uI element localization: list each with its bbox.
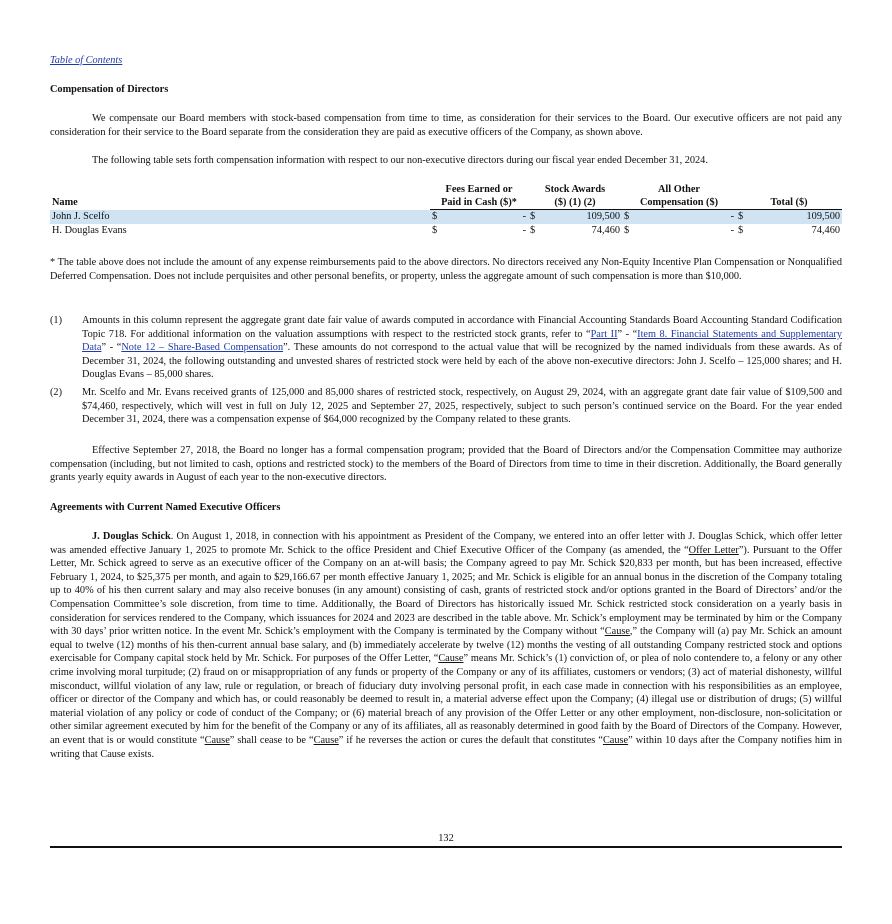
row-name: John J. Scelfo — [50, 210, 430, 225]
currency: $ — [738, 225, 744, 237]
footnote-1-text: Amounts in this column represent the aggregate grant date fair value of awards computed in accordance with Financial Accounting Standards Board Accounting Standard Codification Topic 718. For additional information on the valuation assumptions with respect to the restricted stock grants, refer to “Part II” - “Item 8. Financial Statements and Supplementary Data” - “Note 12 – Share-Based Compensation”. These amounts do not correspond to the actual value that will be recognized by the named individuals from these awards. As of December 31, 2024, the following outstanding and unvested shares of restricted stock were held by each of the above non-executive directors: John J. Scelfo – 125,000 shares; and H. Douglas Evans – 85,000 shares. — [82, 315, 842, 381]
footer-rule — [50, 846, 842, 848]
currency: $ — [736, 210, 754, 225]
currency: $ — [432, 225, 438, 237]
row-name: H. Douglas Evans — [52, 225, 127, 237]
item-8-link[interactable]: Item 8. Financial Statements and Supplementary Data — [82, 328, 842, 354]
currency: $ — [624, 225, 630, 237]
header-other-comp: All Other Compensation ($) — [622, 183, 736, 210]
table-footnote-star: * The table above does not include the amount of any expense reimbursements paid to the above directors. No directors received any Non-Equity Incentive Plan Compensation or Nonqualified Deferred Compensation. Does not include perquisites and other personal benefits, or property, unless the aggregate amount of such compensation is more than $10,000. — [50, 257, 842, 282]
part-ii-link[interactable]: Part II — [590, 328, 618, 340]
stock-cell: 109,500 — [546, 210, 622, 225]
defined-term: Cause — [204, 734, 230, 746]
total-cell: 109,500 — [754, 210, 842, 225]
compensation-heading: Compensation of Directors — [50, 84, 169, 95]
header-total: Total ($) — [736, 183, 842, 210]
other-cell: - — [730, 225, 734, 237]
currency: $ — [430, 210, 448, 225]
defined-term: Cause — [313, 734, 339, 746]
note-12-link[interactable]: Note 12 – Share-Based Compensation — [121, 342, 284, 354]
other-cell: - — [640, 210, 736, 225]
currency: $ — [530, 225, 536, 237]
table-intro-paragraph: The following table sets forth compensation information with respect to our non-executive directors during our fiscal year ended December 31, 2024. — [92, 155, 708, 166]
footnote-2-text: Mr. Scelfo and Mr. Evans received grants of 125,000 and 85,000 shares of restricted stock, respectively, on August 29, 2024, with an aggregate grant date fair value of $109,500 and $74,460, respectively, which will vest in full on July 12, 2025 and September 27, 2025, respectively, subject to such person’s continued service on the Board. For the year ended December 31, 2024, there was a compensation expense of $64,000 recognized by the Company related to these grants. — [82, 387, 842, 426]
header-fees: Fees Earned or Paid in Cash ($)* — [430, 183, 528, 210]
total-cell: 74,460 — [811, 225, 840, 237]
table-header-row — [50, 183, 842, 210]
currency: $ — [622, 210, 640, 225]
defined-term: Offer Letter — [688, 544, 739, 556]
page-number: 132 — [438, 833, 454, 844]
table-row — [50, 210, 842, 225]
header-name: Name — [52, 196, 78, 208]
board-program-paragraph: Effective September 27, 2018, the Board no longer has a formal compensation program; provided that the Board of Directors and/or the Compensation Committee may authorize compensation (including, but not limited to cash, options and restricted stock) to the members of the Board of Directors from time to time in their discretion. Additionally, the Board generally grants yearly equity awards in August of each year to the non-executive directors. — [50, 445, 842, 484]
intro-paragraph: We compensate our Board members with stock-based compensation from time to time, as consideration for their services to the Board. Our executive officers are not paid any consideration for their service to the Board separate from the consideration they are paid as executive officers of the Company, as shown above. — [50, 113, 842, 138]
fees-cell: - — [448, 210, 528, 225]
table-of-contents-link[interactable]: Table of Contents — [50, 55, 123, 66]
header-stock-awards: Stock Awards ($) (1) (2) — [528, 183, 622, 210]
defined-term: Cause — [438, 653, 464, 665]
agreements-heading: Agreements with Current Named Executive Officers — [50, 502, 281, 513]
table-row — [50, 224, 842, 238]
footnote-number: (2) — [50, 387, 63, 398]
stock-cell: 74,460 — [591, 225, 620, 237]
currency: $ — [528, 210, 546, 225]
director-compensation-table — [50, 183, 842, 238]
defined-term: Cause — [604, 626, 630, 638]
defined-term: Cause — [602, 734, 629, 746]
officer-name: J. Douglas Schick — [92, 531, 171, 542]
footnote-number: (1) — [50, 315, 63, 326]
fees-cell: - — [522, 225, 526, 237]
schick-paragraph: J. Douglas Schick. On August 1, 2018, in connection with his appointment as President of the Company, we entered into an offer letter with J. Douglas Schick, which offer letter was amended effective January 1, 2025 to promote Mr. Schick to the office President and Chief Executive Officer of the Company (as amended, the “Offer Letter”). Pursuant to the Offer Letter, Mr. Schick agreed to serve as an executive officer of the Company on an at-will basis; the Company agreed to pay Mr. Schick $20,833 per month, but has been increased, effective February 1, 2024, to $25,375 per month, and again to $29,166.67 per month effective January 1, 2025; and Mr. Schick is eligible for an annual bonus in the discretion of the Company totaling up to 40% of his then current salary and may also receive bonuses (in any amount) consisting of cash, grants of restricted stock and/or options granted in the Board of Directors’ and/or the Compensation Committee’s sole discretion, from time to time. Additionally, the Board of Directors has historically issued Mr. Schick restricted stock consideration on a yearly basis in consideration for services rendered to the Company, which issuances for 2024 and 2023 are described in the table above. Mr. Schick’s employment may be terminated by him or the Company with 30 days’ prior written notice. In the event Mr. Schick’s employment with the Company is terminated by the Company without “Cause,” the Company will (a) pay Mr. Schick an amount equal to twelve (12) months of his then-current annual base salary, and (b) immediately accelerate by twelve (12) months the vesting of all outstanding Company restricted stock and options exercisable for Company capital stock held by Mr. Schick. For purposes of the Offer Letter, “Cause” means Mr. Schick’s (1) conviction of, or plea of nolo contendere to, a felony or any other crime involving moral turpitude; (2) fraud on or misappropriation of any funds or property of the Company or any of its affiliates, customers or vendors; (3) act of material dishonesty, willful misconduct, willful violation of any law, rule or regulation, or breach of fiduciary duty involving personal profit, in each case made in connection with his responsibilities as an employee, officer or director of the Company and which has, or could reasonably be deemed to result in, a material adverse effect upon the Company; (4) illegal use or distribution of drugs; (5) willful material violation of any policy or code of conduct of the Company; or (6) material breach of any provision of the Offer Letter or any other employment, non-disclosure, non-solicitation or other similar agreement executed by him for the benefit of the Company or any of its affiliates, all as reasonably determined in good faith by the Board of Directors of the Company. However, an event that is or would constitute “Cause” shall cease to be “Cause” if he reverses the action or cures the default that constitutes “Cause” within 10 days after the Company notifies him in writing that Cause exists. — [50, 531, 843, 760]
